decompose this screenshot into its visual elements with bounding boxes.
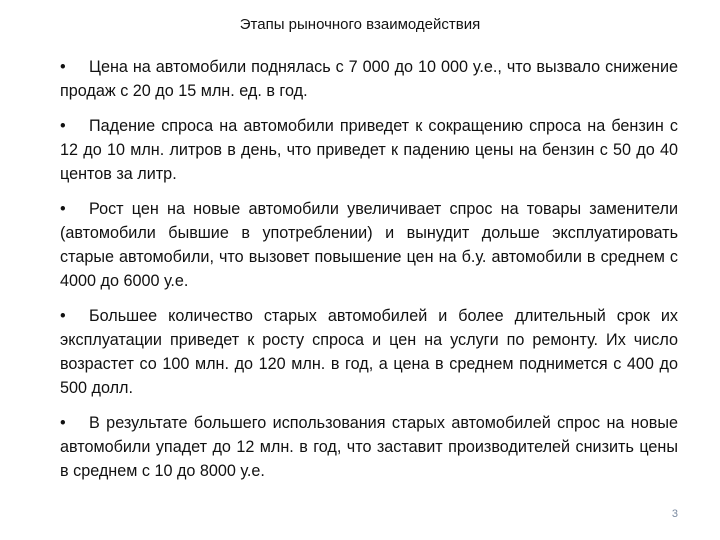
bullet-text: Большее количество старых автомобилей и более длительный срок их эксплуатации приведет к росту спроса и цен на услуги по ремонту. Их число возрастет со 100 млн. до 120 млн. в год, а цена в среднем поднимется с 400 до 500 долл. (60, 307, 678, 397)
page-number: 3 (671, 508, 678, 520)
bullet-item-5 (60, 411, 678, 483)
bullet-item-3 (60, 197, 678, 293)
bullet-text: Падение спроса на автомобили приведет к сокращению спроса на бензин с 12 до 10 млн. литров в день, что приведет к падению цены на бензин с 50 до 40 центов за литр. (60, 117, 678, 183)
bullet-text: В результате большего использования старых автомобилей спрос на новые автомобили упадет до 12 млн. в год, что заставит производителей снизить цены в среднем с 10 до 8000 у.е. (60, 414, 678, 480)
bullet-item-4 (60, 304, 678, 400)
bullet-icon: • (60, 414, 66, 432)
bullet-text: Рост цен на новые автомобили увеличивает спрос на товары заменители (автомобили бывшие в употреблении) и вынудит дольше эксплуатировать старые автомобили, что вызовет повышение цен на б.у. автомобили в среднем с 4000 до 6000 у.е. (60, 200, 678, 290)
bullet-icon: • (60, 117, 66, 135)
bullet-icon: • (60, 307, 66, 325)
bullet-text: Цена на автомобили поднялась с 7 000 до 10 000 у.е., что вызвало снижение продаж с 20 до 15 млн. ед. в год. (60, 58, 678, 100)
bullet-item-1 (60, 55, 678, 103)
bullet-item-2 (60, 114, 678, 186)
bullet-list (60, 55, 678, 494)
bullet-icon: • (60, 58, 66, 76)
slide-title: Этапы рыночного взаимодействия (239, 16, 481, 33)
bullet-icon: • (60, 200, 66, 218)
